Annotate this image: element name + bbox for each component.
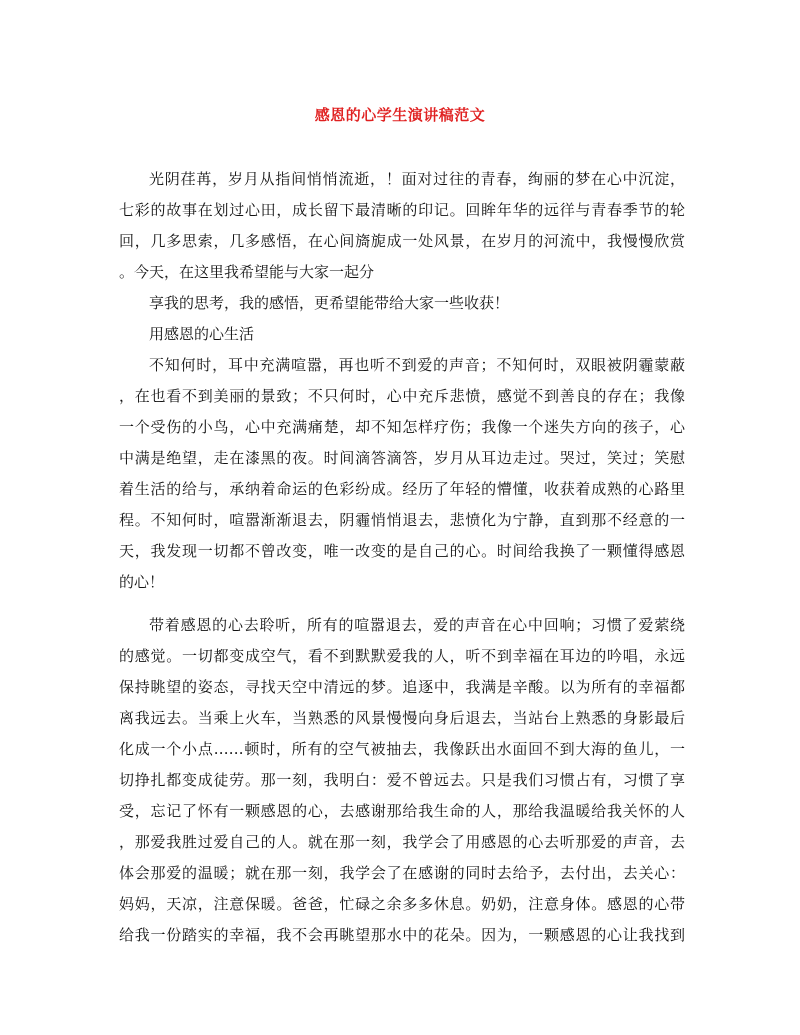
text-line: 着生活的给与，承纳着命运的色彩纷成。经历了年轻的懵懂，收获着成熟的心路里	[119, 480, 685, 498]
text-line: 。今天，在这里我希望能与大家一起分	[119, 263, 375, 281]
text-line: 化成一个小点……顿时，所有的空气被抽去，我像跃出水面回不到大海的鱼儿，一	[119, 740, 685, 758]
text-line: 的感觉。一切都变成空气，看不到默默爱我的人，听不到幸福在耳边的吟唱，永远	[119, 647, 685, 665]
text-line: 天，我发现一切都不曾改变，唯一改变的是自己的心。时间给我换了一颗懂得感恩	[119, 542, 685, 560]
text-line: 带着感恩的心去聆听，所有的喧嚣退去，爱的声音在心中回响；习惯了爱萦绕	[149, 616, 685, 634]
text-line: 光阴荏苒，岁月从指间悄悄流逝，！面对过往的青春，绚丽的梦在心中沉淀，	[149, 170, 685, 188]
text-line: 中满是绝望，走在漆黑的夜。时间滴答滴答，岁月从耳边走过。哭过，笑过；笑慰	[119, 449, 685, 467]
text-line: 保持眺望的姿态，寻找天空中清远的梦。追逐中，我满是辛酸。以为所有的幸福都	[119, 678, 685, 696]
text-line: 妈妈，天凉，注意保暖。爸爸，忙碌之余多多休息。奶奶，注意身体。感恩的心带	[119, 895, 685, 913]
text-line: 切挣扎都变成徒劳。那一刻，我明白：爱不曾远去。只是我们习惯占有，习惯了享	[119, 771, 685, 789]
text-line: 受，忘记了怀有一颗感恩的心，去感谢那给我生命的人，那给我温暖给我关怀的人	[119, 802, 685, 820]
text-line: 的心！	[119, 573, 165, 591]
section-heading: 用感恩的心生活	[149, 325, 255, 343]
document-title: 感恩的心学生演讲稿范文	[314, 106, 486, 124]
text-line: 一个受伤的小鸟，心中充满痛楚，却不知怎样疗伤；我像一个迷失方向的孩子，心	[119, 418, 685, 436]
text-line: 不知何时，耳中充满喧嚣，再也听不到爱的声音；不知何时，双眼被阴霾蒙蔽	[149, 356, 685, 374]
text-line: 给我一份踏实的幸福，我不会再眺望那水中的花朵。因为，一颗感恩的心让我找到	[119, 926, 685, 944]
text-line: 体会那爱的温暖；就在那一刻，我学会了在感谢的同时去给予，去付出，去关心：	[119, 864, 685, 882]
text-line: 七彩的故事在划过心田，成长留下最清晰的印记。回眸年华的远徉与青春季节的轮	[119, 201, 685, 219]
text-line: ，那爱我胜过爱自己的人。就在那一刻，我学会了用感恩的心去听那爱的声音，去	[119, 833, 685, 851]
text-line: 享我的思考，我的感悟，更希望能带给大家一些收获！	[149, 294, 510, 312]
text-line: 离我远去。当乘上火车，当熟悉的风景慢慢向身后退去，当站台上熟悉的身影最后	[119, 709, 685, 727]
text-line: 程。不知何时，喧嚣渐渐退去，阴霾悄悄退去，悲愤化为宁静，直到那不经意的一	[119, 511, 685, 529]
text-line: ，在也看不到美丽的景致；不只何时，心中充斥悲愤，感觉不到善良的存在；我像	[119, 387, 685, 405]
document-body	[119, 164, 685, 951]
paragraph-gap	[119, 598, 685, 610]
text-line: 回，几多思索，几多感悟，在心间旖旎成一处风景，在岁月的河流中，我慢慢欣赏	[119, 232, 685, 250]
